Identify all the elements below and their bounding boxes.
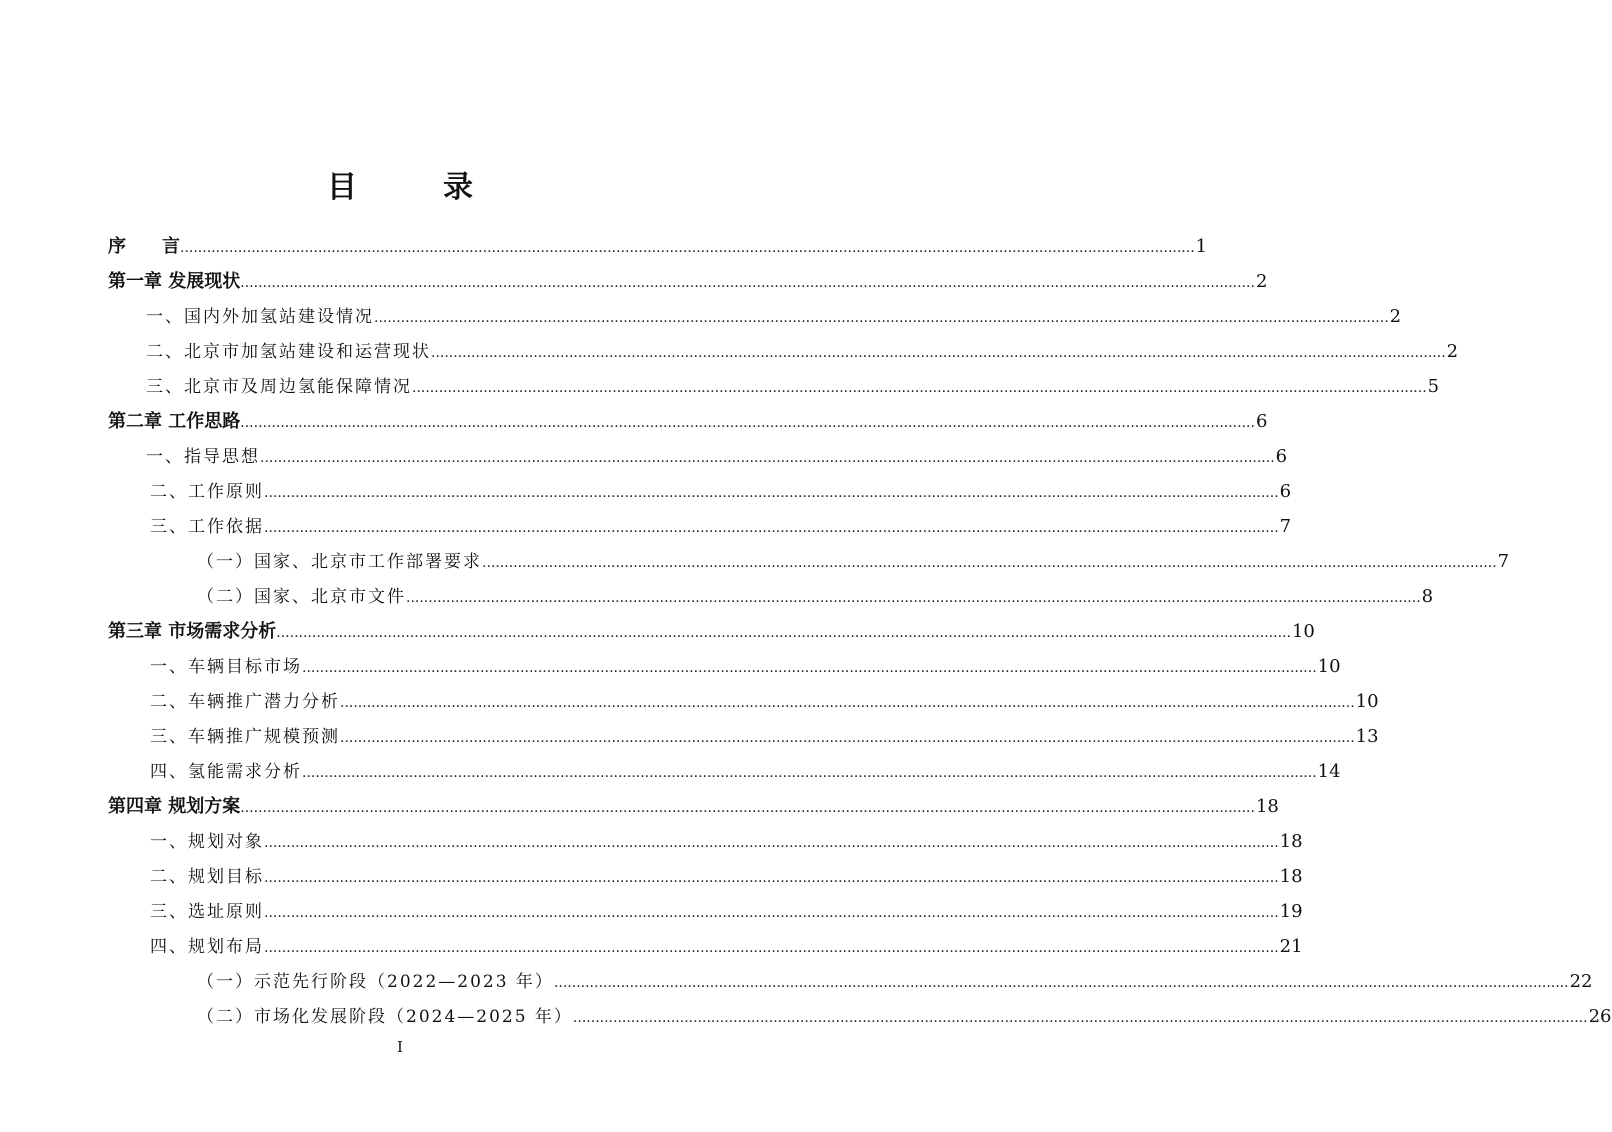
toc-entry[interactable] <box>0 299 1402 334</box>
toc-entry[interactable] <box>0 474 1292 509</box>
toc-entry-label: 三、选址原则 <box>150 902 264 922</box>
toc-entry-label: 第四章 规划方案 <box>108 796 241 817</box>
toc-entry[interactable] <box>0 439 1288 474</box>
toc-entry[interactable] <box>0 544 1510 579</box>
toc-entry[interactable] <box>0 929 1303 964</box>
toc-entry-label: （二）市场化发展阶段（2024—2025 年） <box>197 1007 573 1027</box>
toc-entry-label: 四、规划布局 <box>150 937 264 957</box>
toc-entry-page: 7 <box>1497 551 1510 572</box>
toc-dot-leader: .................................................................................................................................................................................................................................... <box>276 625 1291 641</box>
toc-dot-leader: .................................................................................................................................................................................................................................... <box>264 940 1279 956</box>
toc-entry[interactable] <box>0 789 1279 824</box>
toc-entry-label: （一）示范先行阶段（2022—2023 年） <box>197 972 554 992</box>
toc-entry[interactable] <box>0 719 1379 754</box>
toc-entry-page: 1 <box>1195 236 1208 257</box>
toc-entry[interactable] <box>0 824 1303 859</box>
toc-entry-page: 5 <box>1427 376 1440 397</box>
toc-entry-page: 19 <box>1279 901 1303 922</box>
toc-entry-label: （一）国家、北京市工作部署要求 <box>197 552 482 572</box>
toc-entry-label: 一、车辆目标市场 <box>150 657 302 677</box>
toc-entry[interactable] <box>0 229 1208 264</box>
toc-dot-leader: .................................................................................................................................................................................................................................... <box>406 590 1421 606</box>
toc-entry-label: 第一章 发展现状 <box>108 271 241 292</box>
toc-entry-label: 四、氢能需求分析 <box>150 762 302 782</box>
toc-entry-page: 6 <box>1279 481 1292 502</box>
toc-entry-label: 二、北京市加氢站建设和运营现状 <box>146 342 431 362</box>
toc-entry-label: 序 言 <box>108 236 180 257</box>
toc-entry-label: （二）国家、北京市文件 <box>197 587 406 607</box>
toc-entry-page: 18 <box>1279 831 1303 852</box>
toc-dot-leader: .................................................................................................................................................................................................................................... <box>264 905 1279 921</box>
toc-entry-label: 二、工作原则 <box>150 482 264 502</box>
toc-dot-leader: .................................................................................................................................................................................................................................... <box>264 835 1279 851</box>
toc-dot-leader: .................................................................................................................................................................................................................................... <box>302 660 1317 676</box>
toc-dot-leader: .................................................................................................................................................................................................................................... <box>553 975 1569 991</box>
page-number: I <box>397 1038 403 1056</box>
toc-dot-leader: .................................................................................................................................................................................................................................... <box>180 240 1195 256</box>
toc-dot-leader: .................................................................................................................................................................................................................................... <box>374 310 1389 326</box>
toc-entry-page: 2 <box>1446 341 1459 362</box>
toc-entry-label: 一、国内外加氢站建设情况 <box>146 307 374 327</box>
toc-entry[interactable] <box>0 509 1292 544</box>
toc-entry[interactable] <box>0 859 1303 894</box>
toc-entry-page: 2 <box>1255 271 1268 292</box>
toc-dot-leader: .................................................................................................................................................................................................................................... <box>431 345 1446 361</box>
toc-dot-leader: .................................................................................................................................................................................................................................... <box>240 275 1255 291</box>
toc-entry-page: 6 <box>1255 411 1268 432</box>
toc-dot-leader: .................................................................................................................................................................................................................................... <box>340 695 1355 711</box>
toc-entry[interactable] <box>0 649 1341 684</box>
toc-entry-page: 10 <box>1355 691 1379 712</box>
toc-dot-leader: .................................................................................................................................................................................................................................... <box>240 800 1255 816</box>
toc-entry[interactable] <box>0 264 1268 299</box>
toc-entry-label: 一、指导思想 <box>146 447 260 467</box>
toc-entry[interactable] <box>0 964 1593 999</box>
toc-dot-leader: .................................................................................................................................................................................................................................... <box>240 415 1255 431</box>
toc-entry-page: 6 <box>1275 446 1288 467</box>
toc-entry-page: 18 <box>1279 866 1303 887</box>
toc-dot-leader: .................................................................................................................................................................................................................................... <box>572 1010 1588 1026</box>
toc-entry-page: 18 <box>1255 796 1279 817</box>
toc-entry-label: 三、车辆推广规模预测 <box>150 727 340 747</box>
toc-dot-leader: .................................................................................................................................................................................................................................... <box>412 380 1427 396</box>
toc-entry-page: 10 <box>1317 656 1341 677</box>
page-title: 目 录 <box>327 170 501 205</box>
toc-entry-page: 14 <box>1317 761 1341 782</box>
toc-entry-label: 二、规划目标 <box>150 867 264 887</box>
toc-entry-label: 三、工作依据 <box>150 517 264 537</box>
toc-entry[interactable] <box>0 894 1303 929</box>
toc-entry-label: 第二章 工作思路 <box>108 411 241 432</box>
toc-dot-leader: .................................................................................................................................................................................................................................... <box>260 450 1275 466</box>
toc-entry[interactable] <box>0 614 1315 649</box>
toc-entry-label: 二、车辆推广潜力分析 <box>150 692 340 712</box>
toc-entry-label: 一、规划对象 <box>150 832 264 852</box>
toc-entry[interactable] <box>0 754 1341 789</box>
toc-entry-page: 13 <box>1355 726 1379 747</box>
toc-entry[interactable] <box>0 999 1612 1034</box>
toc-entry[interactable] <box>0 579 1434 614</box>
toc-dot-leader: .................................................................................................................................................................................................................................... <box>264 520 1279 536</box>
toc-entry-label: 三、北京市及周边氢能保障情况 <box>146 377 412 397</box>
toc-entry-label: 第三章 市场需求分析 <box>108 621 277 642</box>
toc-entry[interactable] <box>0 684 1379 719</box>
toc-entry-page: 2 <box>1389 306 1402 327</box>
toc-entry[interactable] <box>0 404 1268 439</box>
toc-dot-leader: .................................................................................................................................................................................................................................... <box>264 485 1279 501</box>
toc-entry-page: 22 <box>1569 971 1593 992</box>
toc-entry-page: 26 <box>1588 1006 1612 1027</box>
table-of-contents <box>0 229 1612 1034</box>
toc-entry-page: 10 <box>1291 621 1315 642</box>
toc-entry[interactable] <box>0 369 1440 404</box>
toc-entry[interactable] <box>0 334 1459 369</box>
toc-entry-page: 7 <box>1279 516 1292 537</box>
toc-entry-page: 8 <box>1421 586 1434 607</box>
toc-dot-leader: .................................................................................................................................................................................................................................... <box>264 870 1279 886</box>
toc-dot-leader: .................................................................................................................................................................................................................................... <box>302 765 1317 781</box>
toc-entry-page: 21 <box>1279 936 1303 957</box>
toc-dot-leader: .................................................................................................................................................................................................................................... <box>340 730 1355 746</box>
toc-dot-leader: .................................................................................................................................................................................................................................... <box>482 555 1497 571</box>
